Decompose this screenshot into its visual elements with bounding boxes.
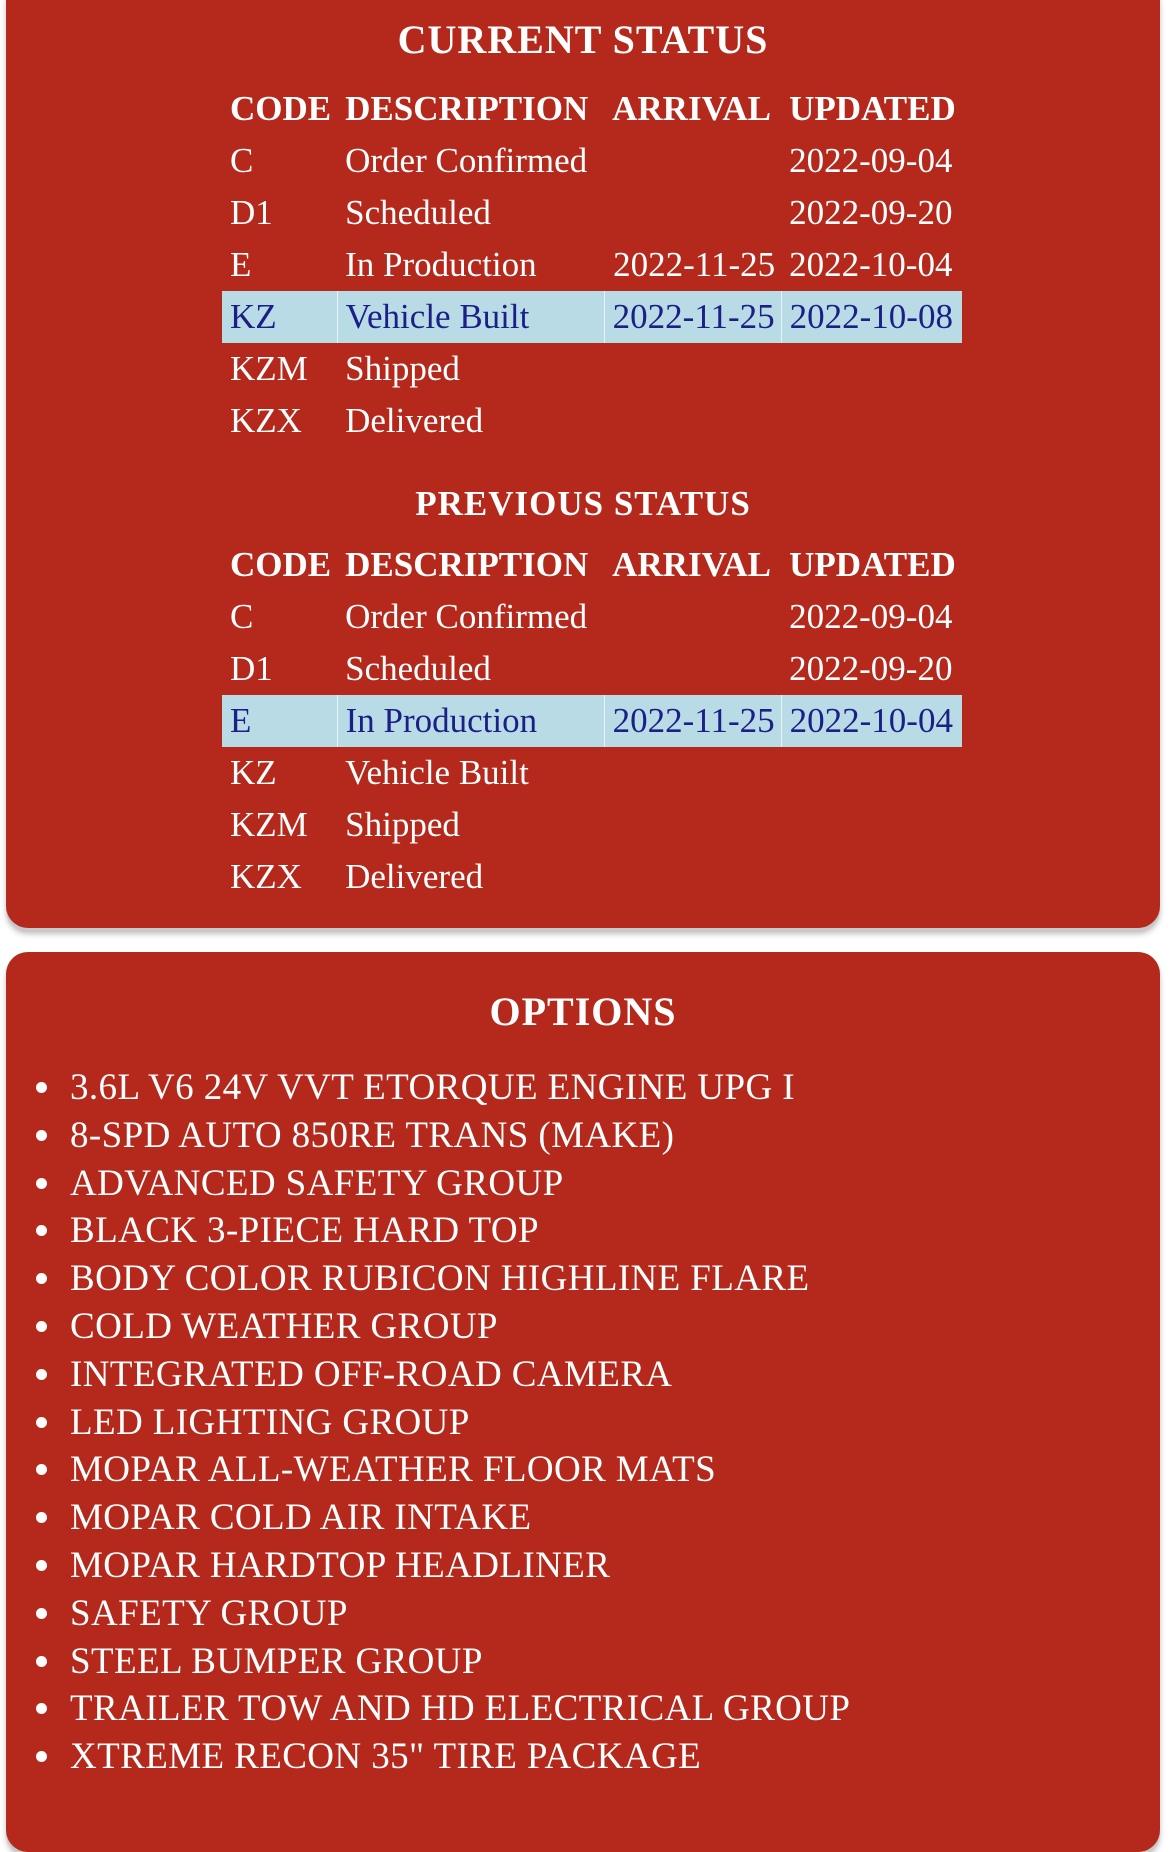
option-label: STEEL BUMPER GROUP bbox=[70, 1640, 483, 1682]
bullet-icon bbox=[36, 1321, 47, 1332]
cell-updated bbox=[781, 851, 962, 903]
list-item bbox=[32, 1255, 850, 1303]
cell-description: Shipped bbox=[345, 349, 460, 388]
option-label: COLD WEATHER GROUP bbox=[70, 1305, 498, 1347]
cell-arrival bbox=[604, 591, 781, 643]
table-row bbox=[222, 187, 962, 239]
header-updated: UPDATED bbox=[789, 89, 956, 128]
cell-description: Shipped bbox=[345, 805, 460, 844]
header-arrival: ARRIVAL bbox=[612, 545, 771, 584]
list-item bbox=[32, 1351, 850, 1399]
bullet-icon bbox=[36, 1417, 47, 1428]
cell-code: D1 bbox=[230, 193, 273, 232]
cell-updated bbox=[781, 799, 962, 851]
cell-description: Scheduled bbox=[345, 193, 491, 232]
cell-arrival bbox=[604, 135, 781, 187]
cell-code: E bbox=[230, 245, 252, 284]
cell-arrival bbox=[604, 747, 781, 799]
header-arrival: ARRIVAL bbox=[612, 89, 771, 128]
bullet-icon bbox=[36, 1703, 47, 1714]
cell-updated: 2022-09-04 bbox=[789, 597, 953, 636]
bullet-icon bbox=[36, 1608, 47, 1619]
cell-description: Scheduled bbox=[345, 649, 491, 688]
cell-description: Order Confirmed bbox=[345, 141, 588, 180]
current-status-table bbox=[222, 83, 962, 447]
cell-code: D1 bbox=[230, 649, 273, 688]
current-status-title: CURRENT STATUS bbox=[397, 17, 769, 62]
option-label: SAFETY GROUP bbox=[70, 1592, 348, 1634]
bullet-icon bbox=[36, 1751, 47, 1762]
header-code: CODE bbox=[230, 545, 332, 584]
cell-code: C bbox=[230, 141, 254, 180]
option-label: MOPAR HARDTOP HEADLINER bbox=[70, 1544, 611, 1586]
cell-code: KZM bbox=[230, 349, 308, 388]
list-item bbox=[32, 1638, 850, 1686]
option-label: BODY COLOR RUBICON HIGHLINE FLARE bbox=[70, 1258, 810, 1300]
list-item bbox=[32, 1399, 850, 1447]
table-row bbox=[222, 135, 962, 187]
header-description: DESCRIPTION bbox=[345, 545, 589, 584]
cell-updated: 2022-09-04 bbox=[789, 141, 953, 180]
list-item bbox=[32, 1112, 850, 1160]
option-label: LED LIGHTING GROUP bbox=[70, 1401, 470, 1443]
option-label: TRAILER TOW AND HD ELECTRICAL GROUP bbox=[70, 1688, 851, 1730]
option-label: INTEGRATED OFF-ROAD CAMERA bbox=[70, 1353, 673, 1395]
list-item bbox=[32, 1590, 850, 1638]
table-row bbox=[222, 799, 962, 851]
cell-code: C bbox=[230, 597, 254, 636]
table-row bbox=[222, 343, 962, 395]
table-row bbox=[222, 239, 962, 291]
cell-description: In Production bbox=[337, 695, 604, 747]
list-item bbox=[32, 1446, 850, 1494]
cell-description: Delivered bbox=[345, 401, 484, 440]
table-header-row bbox=[222, 83, 962, 135]
list-item bbox=[32, 1064, 850, 1112]
cell-updated bbox=[781, 747, 962, 799]
cell-code: E bbox=[222, 695, 337, 747]
cell-arrival bbox=[604, 343, 781, 395]
list-item bbox=[32, 1207, 850, 1255]
cell-arrival bbox=[604, 799, 781, 851]
cell-code: KZX bbox=[230, 857, 302, 896]
list-item bbox=[32, 1494, 850, 1542]
cell-arrival: 2022-11-25 bbox=[604, 695, 781, 747]
status-panel bbox=[6, 0, 1160, 928]
header-updated: UPDATED bbox=[789, 545, 956, 584]
bullet-icon bbox=[36, 1560, 47, 1571]
cell-description: Vehicle Built bbox=[345, 753, 529, 792]
cell-arrival: 2022-11-25 bbox=[604, 291, 781, 343]
cell-arrival: 2022-11-25 bbox=[613, 245, 776, 284]
cell-updated: 2022-10-08 bbox=[781, 291, 962, 343]
header-code: CODE bbox=[230, 89, 332, 128]
table-row bbox=[222, 395, 962, 447]
option-label: BLACK 3-PIECE HARD TOP bbox=[70, 1210, 539, 1252]
cell-code: KZ bbox=[230, 753, 277, 792]
list-item bbox=[32, 1303, 850, 1351]
bullet-icon bbox=[36, 1369, 47, 1380]
table-header-row bbox=[222, 539, 962, 591]
table-row bbox=[222, 747, 962, 799]
cell-arrival bbox=[604, 395, 781, 447]
list-item bbox=[32, 1685, 850, 1733]
cell-description: Order Confirmed bbox=[345, 597, 588, 636]
option-label: XTREME RECON 35" TIRE PACKAGE bbox=[70, 1736, 702, 1778]
bullet-icon bbox=[36, 1178, 47, 1189]
option-label: MOPAR COLD AIR INTAKE bbox=[70, 1497, 532, 1539]
cell-updated: 2022-10-04 bbox=[781, 695, 962, 747]
option-label: ADVANCED SAFETY GROUP bbox=[70, 1162, 564, 1204]
list-item bbox=[32, 1542, 850, 1590]
options-list bbox=[32, 1064, 850, 1781]
cell-code: KZ bbox=[222, 291, 337, 343]
cell-description: In Production bbox=[345, 245, 537, 284]
bullet-icon bbox=[36, 1082, 47, 1093]
table-row bbox=[222, 643, 962, 695]
cell-updated bbox=[781, 343, 962, 395]
cell-updated: 2022-09-20 bbox=[789, 193, 953, 232]
bullet-icon bbox=[36, 1225, 47, 1236]
list-item bbox=[32, 1733, 850, 1781]
list-item bbox=[32, 1160, 850, 1208]
options-panel bbox=[6, 952, 1160, 1852]
bullet-icon bbox=[36, 1130, 47, 1141]
cell-updated: 2022-09-20 bbox=[789, 649, 953, 688]
cell-code: KZM bbox=[230, 805, 308, 844]
option-label: 8-SPD AUTO 850RE TRANS (MAKE) bbox=[70, 1114, 675, 1156]
bullet-icon bbox=[36, 1273, 47, 1284]
cell-code: KZX bbox=[230, 401, 302, 440]
cell-arrival bbox=[604, 851, 781, 903]
bullet-icon bbox=[36, 1656, 47, 1667]
cell-updated bbox=[781, 395, 962, 447]
cell-updated: 2022-10-04 bbox=[789, 245, 953, 284]
header-description: DESCRIPTION bbox=[345, 89, 589, 128]
cell-description: Vehicle Built bbox=[337, 291, 604, 343]
option-label: MOPAR ALL-WEATHER FLOOR MATS bbox=[70, 1449, 717, 1491]
option-label: 3.6L V6 24V VVT ETORQUE ENGINE UPG I bbox=[70, 1067, 795, 1108]
previous-status-table bbox=[222, 539, 962, 903]
cell-arrival bbox=[604, 643, 781, 695]
table-row bbox=[222, 695, 962, 747]
bullet-icon bbox=[36, 1464, 47, 1475]
table-row bbox=[222, 291, 962, 343]
cell-arrival bbox=[604, 187, 781, 239]
bullet-icon bbox=[36, 1512, 47, 1523]
table-row bbox=[222, 851, 962, 903]
options-title: OPTIONS bbox=[489, 989, 677, 1034]
table-row bbox=[222, 591, 962, 643]
previous-status-title: PREVIOUS STATUS bbox=[415, 484, 751, 523]
cell-description: Delivered bbox=[345, 857, 484, 896]
